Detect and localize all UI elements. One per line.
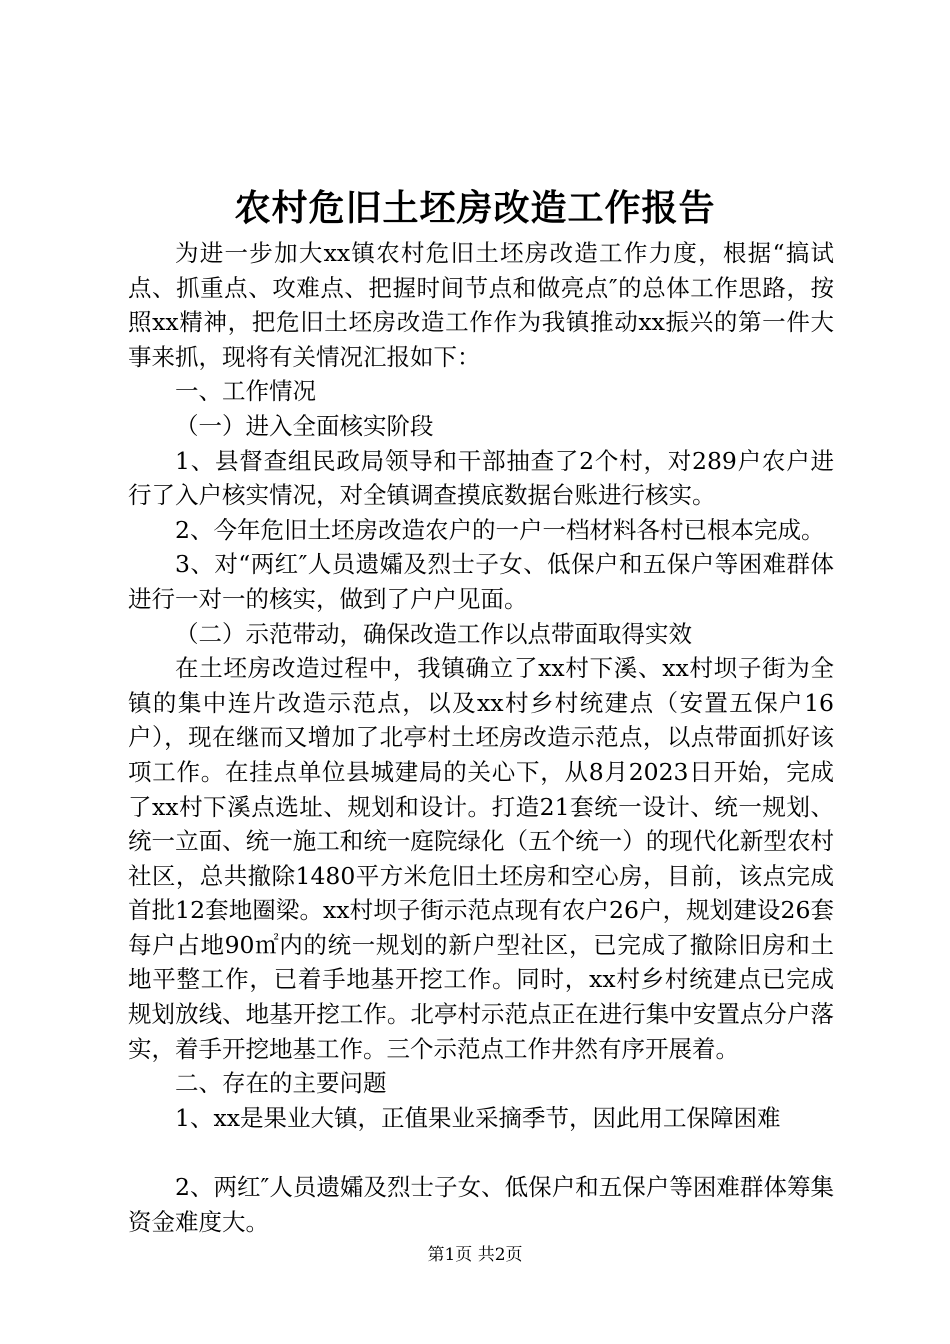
page-number: 第1页 共2页: [427, 1245, 523, 1265]
body-paragraph: 2、两红″人员遗孀及烈士子女、低保户和五保户等困难群体筹集资金难度大。: [128, 1173, 834, 1236]
body-paragraph: 3、对“两红″人员遗孀及烈士子女、低保户和五保户等困难群体进行一对一的核实，做到了户户见面。: [128, 550, 834, 613]
subsection-heading: （一）进入全面核实阶段: [175, 411, 434, 440]
section-heading: 一、工作情况: [175, 377, 316, 406]
document-body: [128, 236, 834, 1239]
section-heading: 二、存在的主要问题: [175, 1069, 387, 1098]
body-paragraph: 1、县督查组民政局领导和干部抽查了2个村，对289户农户进行了入户核实情况，对全镇调查摸底数据台账进行核实。: [128, 446, 834, 510]
body-paragraph: 2、今年危旧土坯房改造农户的一户一档材料各村已根本完成。: [175, 515, 825, 544]
body-paragraph: 1、xx是果业大镇，正值果业采摘季节，因此用工保障困难: [175, 1103, 781, 1132]
document-title: 农村危旧土坯房改造工作报告: [234, 187, 716, 229]
intro-paragraph: 为进一步加大xx镇农村危旧土坯房改造工作力度，根据“搞试点、抓重点、攻难点、把握时间节点和做亮点″的总体工作思路，按照xx精神，把危旧土坯房改造工作作为我镇推动xx振兴的第一件大事来抓，现将有关情况汇报如下：: [128, 239, 834, 371]
subsection-heading: （二）示范带动，确保改造工作以点带面取得实效: [175, 619, 692, 648]
body-paragraph: 在土坯房改造过程中，我镇确立了xx村下溪、xx村坝子街为全镇的集中连片改造示范点，以及xx村乡村统建点（安置五保户16户），现在继而又增加了北亭村土坯房改造示范点，以点带面抓好该项工作。在挂点单位县城建局的关心下，从8月2023日开始，完成了xx村下溪点选址、规划和设计。打造21套统一设计、统一规划、统一立面、统一施工和统一庭院绿化（五个统一）的现代化新型农村社区，总共撤除1480平方米危旧土坯房和空心房，目前，该点完成首批12套地圈梁。xx村坝子街示范点现有农户26户，规划建设26套每户占地90㎡内的统一规划的新户型社区，已完成了撤除旧房和土地平整工作，已着手地基开挖工作。同时，xx村乡村统建点已完成规划放线、地基开挖工作。北亭村示范点正在进行集中安置点分户落实，着手开挖地基工作。三个示范点工作井然有序开展着。: [128, 654, 834, 1063]
